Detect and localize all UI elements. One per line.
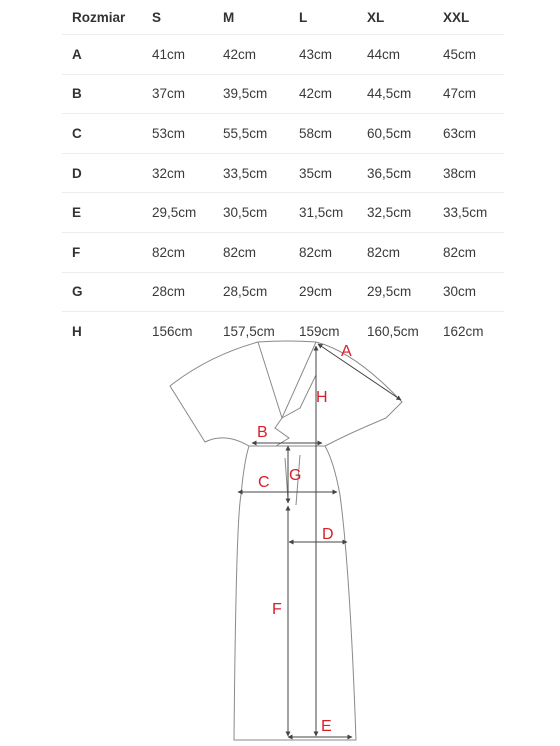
table-cell: 35cm [289,153,357,193]
table-cell: 44,5cm [357,74,433,114]
label-f: F [272,601,282,618]
label-d: D [322,526,334,543]
table-cell: 156cm [152,323,193,339]
label-c: C [258,474,270,491]
table-cell: 63cm [433,114,504,154]
label-g: G [289,467,302,484]
table-row [62,193,504,233]
row-label: C [62,114,142,154]
table-cell: 29,5cm [142,193,213,233]
neckline [258,342,316,418]
label-b: B [257,424,268,441]
row-label: D [62,153,142,193]
table-cell: 29cm [289,272,357,312]
measure-a [318,344,401,400]
table-cell: 41cm [142,35,213,75]
table-cell: 82cm [289,232,357,272]
table-cell: 32cm [142,153,213,193]
table-row [62,272,504,312]
table-cell: 53cm [142,114,213,154]
table-cell: 47cm [433,74,504,114]
row-label: H [72,323,82,339]
header-m: M [213,0,289,35]
table-cell: 82cm [433,232,504,272]
table-cell: 36,5cm [357,153,433,193]
table-cell: 82cm [213,232,289,272]
table-cell: 30cm [433,272,504,312]
table-cell: 28,5cm [213,272,289,312]
row-label: F [62,232,142,272]
row-label: A [62,35,142,75]
table-cell: 37cm [142,74,213,114]
table-row [62,74,504,114]
table-header-row [62,0,504,35]
table-body [62,35,504,351]
table-cell: 39,5cm [213,74,289,114]
table-cell: 38cm [433,153,504,193]
table-cell: 42cm [289,74,357,114]
table-cell: 162cm [443,323,484,339]
measure-labels [257,343,352,735]
table-cell: 32,5cm [357,193,433,233]
table-row [62,35,504,75]
table-cell: 42cm [213,35,289,75]
table-row [62,114,504,154]
table-cell: 45cm [433,35,504,75]
table-row [62,153,504,193]
table-cell: 33,5cm [213,153,289,193]
label-h: H [316,389,328,406]
table-cell: 82cm [142,232,213,272]
dress-diagram [0,340,560,746]
table-cell: 157,5cm [223,323,275,339]
wrap-fold [275,375,316,446]
table-cell: 60,5cm [357,114,433,154]
header-l: L [289,0,357,35]
table-cell: 31,5cm [289,193,357,233]
bodice-outline [170,341,402,446]
table-row [62,232,504,272]
row-label: G [62,272,142,312]
skirt-outline [234,446,356,740]
table-cell: 28cm [142,272,213,312]
row-label: B [62,74,142,114]
size-table [62,0,504,351]
table-cell: 160,5cm [367,323,419,339]
header-s: S [142,0,213,35]
table-cell: 29,5cm [357,272,433,312]
table-cell: 82cm [357,232,433,272]
header-size: Rozmiar [62,0,142,35]
header-xl: XL [357,0,433,35]
table-cell: 43cm [289,35,357,75]
table-cell: 30,5cm [213,193,289,233]
dress-outline [170,341,402,740]
row-label: E [62,193,142,233]
label-a: A [341,343,352,360]
header-xxl: XXL [433,0,504,35]
table-cell: 33,5cm [433,193,504,233]
label-e: E [321,718,332,735]
table-cell: 55,5cm [213,114,289,154]
table-cell: 44cm [357,35,433,75]
table-cell: 159cm [299,323,340,339]
table-cell: 58cm [289,114,357,154]
